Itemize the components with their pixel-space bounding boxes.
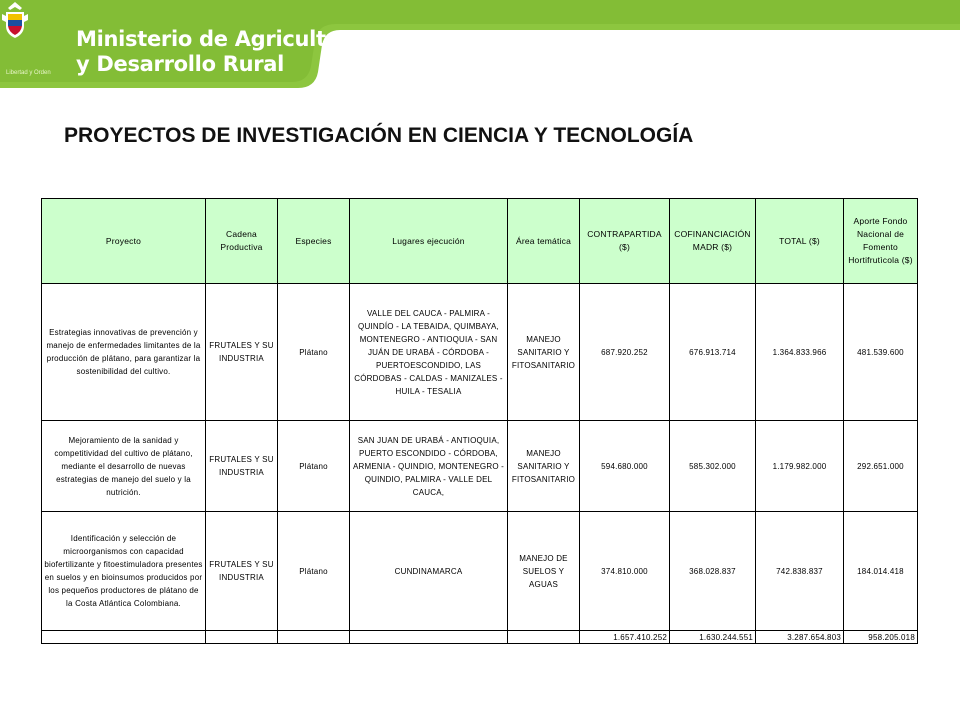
cell-proyecto: Mejoramiento de la sanidad y competitividad del cultivo de plátano, mediante el desarrollo de nuevas estrategias de manejo del suelo y la nutrición. xyxy=(42,421,206,512)
header-contrapartida: CONTRAPARTIDA ($) xyxy=(580,199,670,284)
cell-contrapartida: 594.680.000 xyxy=(580,421,670,512)
brand-line-2: y Desarrollo Rural xyxy=(76,52,285,76)
cell-lugares: SAN JUAN DE URABÁ - ANTIOQUIA, PUERTO ESCONDIDO - CÓRDOBA, ARMENIA - QUINDIO, MONTENEGRO - QUINDIO, PALMIRA - VALLE DEL CAUCA, xyxy=(350,421,508,512)
colombia-crest-icon xyxy=(0,0,30,40)
total-cofinanciacion: 1.630.244.551 xyxy=(670,631,756,644)
cell-cofinanciacion: 585.302.000 xyxy=(670,421,756,512)
header-row xyxy=(42,199,918,284)
brand-line-1: Ministerio de Agricultura xyxy=(76,27,365,51)
cell-especies: Plátano xyxy=(278,512,350,631)
header-banner xyxy=(0,0,960,90)
cell-cadena: FRUTALES Y SU INDUSTRIA xyxy=(206,284,278,421)
header-aporte: Aporte Fondo Nacional de Fomento Hortifrutìcola ($) xyxy=(844,199,918,284)
header-total: TOTAL ($) xyxy=(756,199,844,284)
cell-cadena: FRUTALES Y SU INDUSTRIA xyxy=(206,421,278,512)
cell-proyecto: Estrategias innovativas de prevención y manejo de enfermedades limitantes de la producción de plátano, para garantizar la sostenibilidad del cultivo. xyxy=(42,284,206,421)
header-cofinanciacion: COFINANCIACIÓN MADR ($) xyxy=(670,199,756,284)
cell-aporte: 292.651.000 xyxy=(844,421,918,512)
empty-cell xyxy=(508,631,580,644)
motto: Libertad y Orden xyxy=(6,70,51,76)
cell-contrapartida: 687.920.252 xyxy=(580,284,670,421)
cell-contrapartida: 374.810.000 xyxy=(580,512,670,631)
header-proyecto: Proyecto xyxy=(42,199,206,284)
cell-lugares: VALLE DEL CAUCA - PALMIRA - QUINDÍO - LA TEBAIDA, QUIMBAYA, MONTENEGRO - ANTIOQUIA - SAN JUÁN DE URABÁ - CÓRDOBA - PUERTOESCONDIDO, LAS CÓRDOBAS - CALDAS - MANIZALES - HUILA - TESALIA xyxy=(350,284,508,421)
header-especies: Especies xyxy=(278,199,350,284)
cell-cofinanciacion: 368.028.837 xyxy=(670,512,756,631)
header-area: Área temática xyxy=(508,199,580,284)
cell-total: 1.364.833.966 xyxy=(756,284,844,421)
ministry-name xyxy=(76,27,364,77)
total-contrapartida: 1.657.410.252 xyxy=(580,631,670,644)
cell-especies: Plátano xyxy=(278,421,350,512)
cell-lugares: CUNDINAMARCA xyxy=(350,512,508,631)
totals-row xyxy=(42,631,918,644)
page-title: PROYECTOS DE INVESTIGACIÓN EN CIENCIA Y TECNOLOGÍA xyxy=(64,124,694,147)
table-row xyxy=(42,421,918,512)
header-cadena: Cadena Productiva xyxy=(206,199,278,284)
cell-total: 1.179.982.000 xyxy=(756,421,844,512)
cell-aporte: 184.014.418 xyxy=(844,512,918,631)
header-lugares: Lugares ejecución xyxy=(350,199,508,284)
cell-area: MANEJO SANITARIO Y FITOSANITARIO xyxy=(508,284,580,421)
table-row xyxy=(42,512,918,631)
empty-cell xyxy=(206,631,278,644)
cell-proyecto: Identificación y selección de microorganismos con capacidad biofertilizante y fitoestimuladora presentes en suelos y en bioinsumos producidos por los pequeños productores de plátano de la Costa Atlántica Colombiana. xyxy=(42,512,206,631)
cell-area: MANEJO DE SUELOS Y AGUAS xyxy=(508,512,580,631)
cell-aporte: 481.539.600 xyxy=(844,284,918,421)
cell-total: 742.838.837 xyxy=(756,512,844,631)
empty-cell xyxy=(42,631,206,644)
cell-cofinanciacion: 676.913.714 xyxy=(670,284,756,421)
cell-cadena: FRUTALES Y SU INDUSTRIA xyxy=(206,512,278,631)
total-aporte: 958.205.018 xyxy=(844,631,918,644)
table-row xyxy=(42,284,918,421)
projects-table xyxy=(41,198,918,644)
total-total: 3.287.654.803 xyxy=(756,631,844,644)
empty-cell xyxy=(350,631,508,644)
empty-cell xyxy=(278,631,350,644)
cell-area: MANEJO SANITARIO Y FITOSANITARIO xyxy=(508,421,580,512)
cell-especies: Plátano xyxy=(278,284,350,421)
